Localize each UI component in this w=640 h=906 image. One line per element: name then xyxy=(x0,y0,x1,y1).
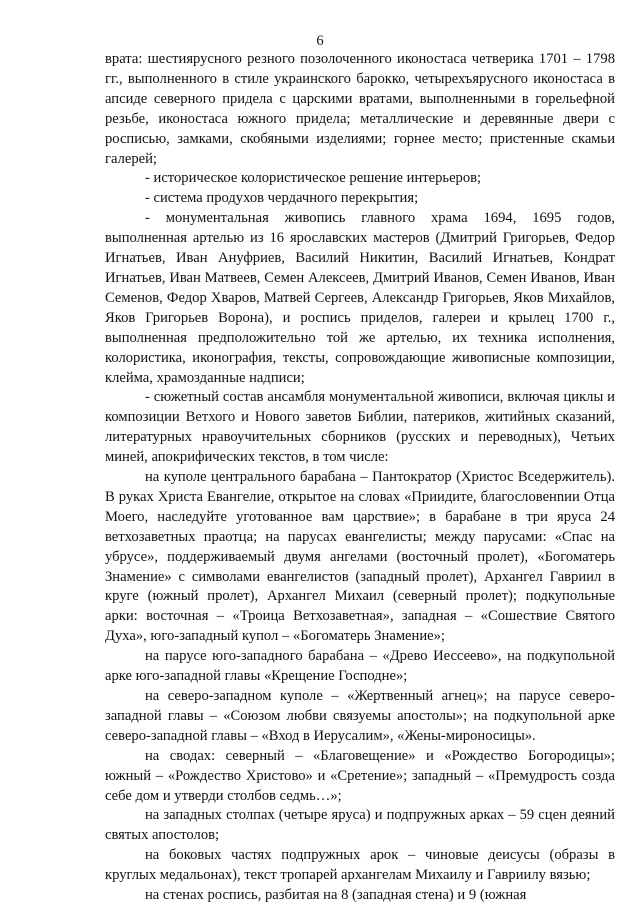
paragraph: на боковых частях подпружных арок – чиновые деисусы (образы в круглых медальонах), текст тропарей архангелам Михаилу и Гавриилу вязью; xyxy=(105,847,615,884)
paragraph: на парусе юго-западного барабана – «Древо Иессеево», на подкупольной арке юго-западной главы «Крещение Господне»; xyxy=(105,648,615,685)
paragraph: - система продухов чердачного перекрытия; xyxy=(145,190,419,207)
document-body xyxy=(105,50,615,906)
paragraph: на западных столпах (четыре яруса) и подпружных арках – 59 сцен деяний святых апостолов; xyxy=(105,807,615,844)
paragraph: на сводах: северный – «Благовещение» и «Рождество Богородицы»; южный – «Рождество Христово» и «Сретение»; западный – «Премудрость созда себе дом и утверди столбов седмь…»; xyxy=(105,747,615,804)
paragraph: - монументальная живопись главного храма 1694, 1695 годов, выполненная артелью из 16 ярославских мастеров (Дмитрий Григорьев, Федор Игнатьев, Иван Ануфриев, Василий Никитин, Василий Игнатьев, Кондрат Игнатьев, Иван Матвеев, Семен Алексеев, Дмитрий Иванов, Семен Иванов, Иван Семенов, Федор Хваров, Матвей Сергеев, Александр Григорьев, Яков Михайлов, Яков Григорьев Ворона), и роспись приделов, галереи и крылец 1700 г., выполненная предположительно той же артелью, их техника исполнения, колористика, иконография, тексты, сопровождающие живописные композиции, клейма, храмозданные надписи; xyxy=(105,210,615,386)
paragraph: на северо-западном куполе – «Жертвенный агнец»; на парусе северо-западной главы – «Союзом любви связуемы апостолы»; на подкупольной арке северо-западной главы – «Вход в Иерусалим», «Жены-мироносицы». xyxy=(105,688,615,744)
paragraph: - историческое колористическое решение интерьеров; xyxy=(145,170,482,187)
paragraph: врата: шестиярусного резного позолоченного иконостаса четверика 1701 – 1798 гг., выполненного в стиле украинского барокко, четырехъярусного иконостаса в апсиде северного придела с царскими вратами, выполненными в горельефной резьбе, иконостаса южного придела; металлические и деревянные двери с росписью, замками, скобяными изделиями; горнее место; пристенные скамьи галерей; xyxy=(105,51,615,167)
paragraph: - сюжетный состав ансамбля монументальной живописи, включая циклы и композиции Ветхого и Нового заветов Библии, патериков, житийных сказаний, литературных нравоучительных сборников (русских и переводных), Четьих миней, апокрифических текстов, в том числе: xyxy=(105,389,615,466)
page-number: 6 xyxy=(316,33,324,49)
paragraph: на куполе центрального барабана – Пантократор (Христос Вседержитель). В руках Христа Евангелие, открытое на словах «Приидите, благословенnии Отца Моего, наследуйте уготованное вам царствие»; в барабане в три яруса 24 ветхозаветных праотца; на парусах евангелисты; между парусами: «Спас на убрусе», поддерживаемый двумя ангелами (восточный пролет), «Богоматерь Знамение» с символами евангелистов (западный пролет), Архангел Гавриил в круге (южный пролет), Архангел Михаил (северный пролет); подкупольные арки: восточная – «Троица Ветхозаветная», западная – «Сошествие Святого Духа», юго-западный купол – «Богоматерь Знамение»; xyxy=(105,469,615,645)
paragraph: на стенах роспись, разбитая на 8 (западная стена) и 9 (южная xyxy=(145,887,527,904)
